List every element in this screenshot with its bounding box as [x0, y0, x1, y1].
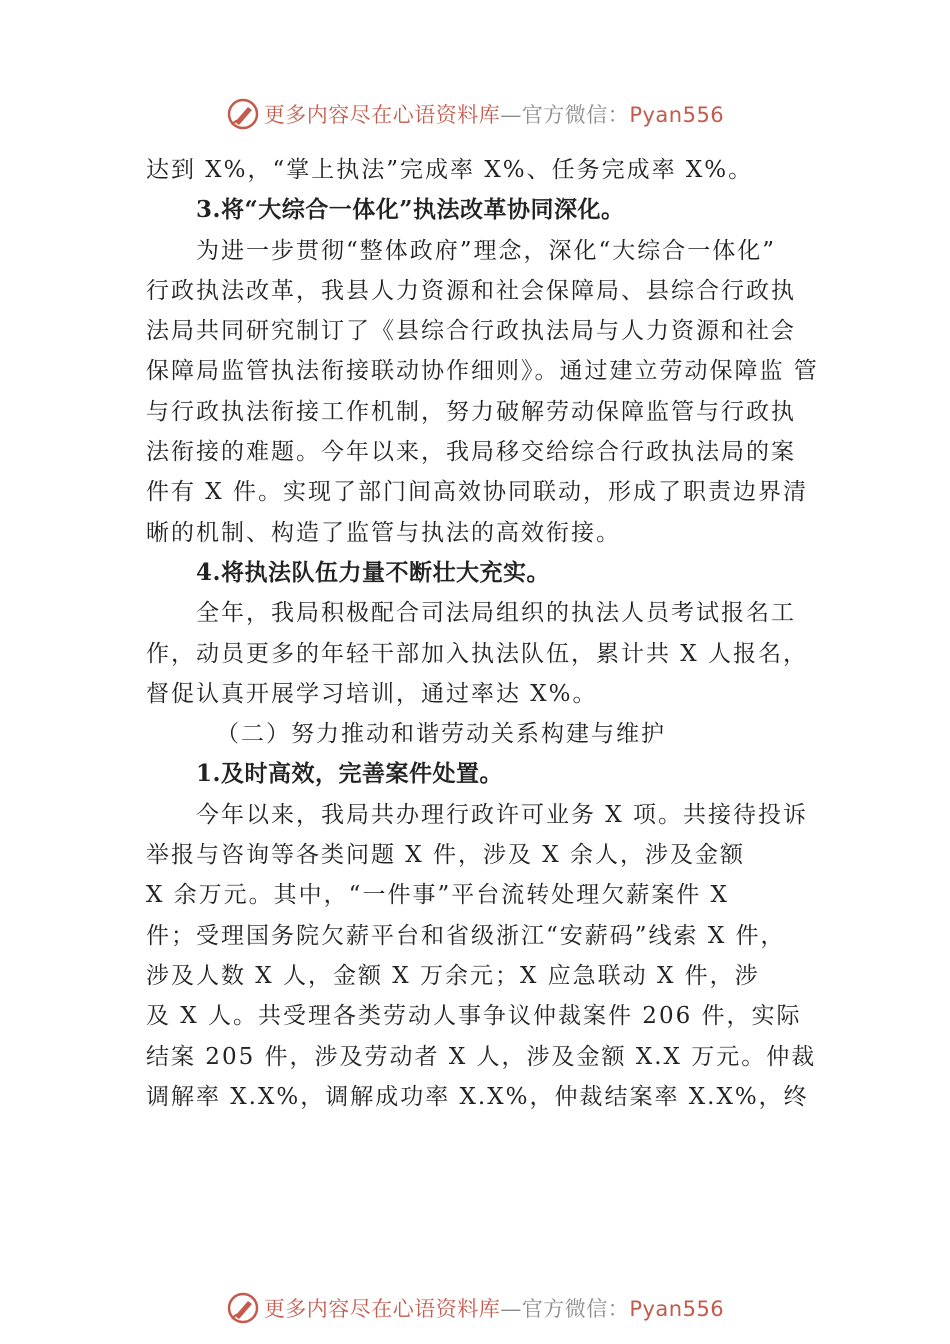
watermark-label: —官方微信： — [500, 1297, 630, 1321]
text-line: 保障局监管执法衔接联动协作细则》。通过建立劳动保障监 管 — [146, 358, 819, 385]
text-line: 调解率 X.X%，调解成功率 X.X%，仲裁结案率 X.X%，终 — [146, 1083, 809, 1110]
text-line: 晰的机制、构造了监管与执法的高效衔接。 — [146, 519, 621, 546]
section-heading: 3.将“大综合一体化”执法改革协同深化。 — [196, 196, 625, 224]
text-line: 达到 X%，“掌上执法”完成率 X%、任务完成率 X%。 — [146, 157, 754, 183]
pen-logo-icon — [226, 1291, 260, 1325]
text-line: 件有 X 件。实现了部门间高效协同联动，形成了职责边界清 — [146, 479, 808, 506]
text-line: 及 X 人。共受理各类劳动人事争议仲裁案件 206 件，实际 — [146, 1003, 802, 1030]
watermark-wechat-id: Pyan556 — [629, 1297, 725, 1321]
watermark-text — [264, 99, 724, 129]
section-heading: 1.及时高效，完善案件处置。 — [196, 760, 504, 788]
chapter-heading: （二）努力推动和谐劳动关系构建与维护 — [216, 721, 666, 748]
text-line: 行政执法改革，我县人力资源和社会保障局、县综合行政执 — [146, 277, 796, 304]
text-line: 督促认真开展学习培训，通过率达 X%。 — [146, 680, 598, 707]
text-line: 法衔接的难题。今年以来，我局移交给综合行政执法局的案 — [146, 439, 796, 466]
watermark-brand: 更多内容尽在心语资料库 — [263, 103, 501, 127]
watermark-label: —官方微信： — [500, 103, 630, 127]
section-heading: 4.将执法队伍力量不断壮大充实。 — [196, 558, 551, 586]
text-line: 与行政执法衔接工作机制，努力破解劳动保障监管与行政执 — [146, 398, 796, 425]
document-body — [146, 150, 819, 1117]
watermark-footer — [0, 1286, 950, 1330]
watermark-wechat-id: Pyan556 — [629, 103, 725, 127]
watermark-text — [264, 1293, 724, 1323]
watermark-header — [0, 92, 950, 136]
watermark-brand: 更多内容尽在心语资料库 — [263, 1297, 501, 1321]
text-line: 件；受理国务院欠薪平台和省级浙江“安薪码”线索 X 件， — [146, 922, 786, 949]
text-line: 作，动员更多的年轻干部加入执法队伍，累计共 X 人报名， — [146, 640, 808, 667]
text-line: 为进一步贯彻“整体政府”理念，深化“大综合一体化” — [196, 237, 777, 264]
text-line: 全年，我局积极配合司法局组织的执法人员考试报名工 — [196, 600, 796, 627]
text-line: 今年以来，我局共办理行政许可业务 X 项。共接待投诉 — [196, 801, 808, 828]
pen-logo-icon — [226, 97, 260, 131]
text-line: 结案 205 件，涉及劳动者 X 人，涉及金额 X.X 万元。仲裁 — [146, 1043, 817, 1070]
text-line: 法局共同研究制订了《县综合行政执法局与人力资源和社会 — [146, 318, 796, 345]
text-line: X 余万元。其中，“一件事”平台流转处理欠薪案件 X — [146, 882, 729, 909]
text-line: 举报与咨询等各类问题 X 件，涉及 X 余人，涉及金额 — [146, 842, 745, 869]
text-line: 涉及人数 X 人，金额 X 万余元；X 应急联动 X 件，涉 — [146, 962, 760, 989]
